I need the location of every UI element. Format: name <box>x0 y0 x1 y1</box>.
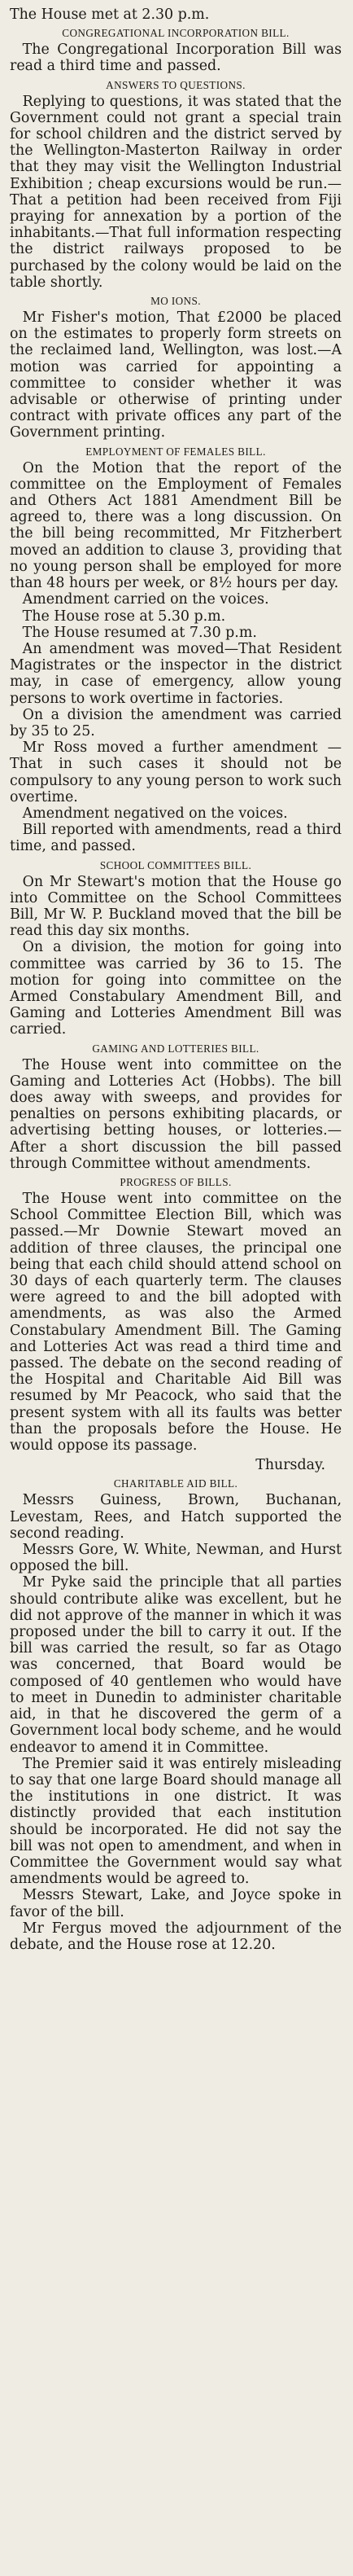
section-heading: CHARITABLE AID BILL. <box>113 1477 238 1490</box>
paragraph: On a division, the motion for going into committee was carried by 36 to 15. The motion for going into committee on the Armed Constabulary Amendment Bill, and Gaming and Lotteries Amendment Bill was carried. <box>10 939 342 1038</box>
paragraph: The Premier said it was entirely misleading to say that one large Board should manage all the institutions in one district. It was distinctly provided that each institution should be incorporated. He did not say the bill was not open to amendment, and when in Committee the Government would say what amendments would be agreed to. <box>10 1755 342 1888</box>
paragraph: On Mr Stewart's motion that the House go into Committee on the School Committees Bill, Mr W. P. Buckland moved that the bill be read this day six months. <box>10 873 342 940</box>
opening-line: The House met at 2.30 p.m. <box>10 7 210 23</box>
paragraph: Amendment carried on the voices. <box>22 591 269 608</box>
section-heading: ANSWERS TO QUESTIONS. <box>106 78 246 91</box>
paragraph: Replying to questions, it was stated that the Government could not grant a special train for school children and the district served by the Wellington-Masterton Railway in order that they may visit the Wellington Industrial Exhibition ; cheap excursions would be run.—That a petition had been received from Fiji praying for annexation by a portion of the inhabitants.—That full information respecting the district railways proposed to be purchased by the colony would be laid on the table shortly. <box>10 93 342 291</box>
paragraph: On the Motion that the report of the committee on the Employment of Females and Others Act 1881 Amendment Bill be agreed to, there was a long discussion. On the bill being recommitted, Mr Fitzherbert moved an addition to clause 3, providing that no young person shall be employed for more than 48 hours per week, or 8½ hours per day. <box>10 459 342 592</box>
paragraph: Messrs Guiness, Brown, Buchanan, Levestam, Rees, and Hatch supported the second reading. <box>10 1492 342 1542</box>
paragraph: Mr Pyke said the principle that all parties should contribute alike was excellent, but he did not approve of the manner in which it was proposed under the bill to carry it out. If the bill was carried the result, so far as Otago was concerned, that Board would be composed of 40 gentlemen who would have to meet in Dunedin to administer charitable aid, in that he discovered the germ of a Government local body scheme, and he would endeavor to amend it in Committee. <box>10 1574 342 1756</box>
paragraph: The House rose at 5.30 p.m. <box>22 608 226 625</box>
paragraph: Messrs Gore, W. White, Newman, and Hurst opposed the bill. <box>10 1542 342 1575</box>
section-heading: GAMING AND LOTTERIES BILL. <box>92 1042 259 1055</box>
paragraph: The House resumed at 7.30 p.m. <box>22 624 257 641</box>
section-heading: SCHOOL COMMITTEES BILL. <box>99 858 252 871</box>
paragraph: Amendment negatived on the voices. <box>22 805 288 822</box>
paragraph: The House went into committee on the Gaming and Lotteries Act (Hobbs). The bill does away with sweeps, and provides for penalties on persons exhibiting placards, or advertising betting houses, or lotteries.—After a short discussion the bill passed through Committee without amendments. <box>10 1056 342 1172</box>
section-heading: MO IONS. <box>150 295 201 308</box>
paragraph: Bill reported with amendments, read a third time, and passed. <box>10 822 342 855</box>
paragraph: The Congregational Incorporation Bill was read a third time and passed. <box>10 42 342 75</box>
paragraph: Messrs Stewart, Lake, and Joyce spoke in favor of the bill. <box>10 1887 342 1920</box>
paragraph: An amendment was moved—That Resident Magistrates or the inspector in the district may, in case of emergency, allow young persons to work overtime in factories. <box>10 640 342 707</box>
section-heading: EMPLOYMENT OF FEMALES BILL. <box>85 445 266 458</box>
paragraph: Mr Ross moved a further amendment —That in such cases it should not be compulsory to any young person to work such overtime. <box>10 739 342 805</box>
newspaper-column <box>10 7 342 1953</box>
dateline: Thursday. <box>255 1457 325 1474</box>
paragraph: Mr Fisher's motion, That £2000 be placed on the estimates to properly form streets on the reclaimed land, Wellington, was lost.—A motion was carried for appointing a committee to consider whether it was advisable or otherwise of printing under contract with private offices any part of the Government printing. <box>10 309 342 441</box>
paragraph: Mr Fergus moved the adjournment of the debate, and the House rose at 12.20. <box>10 1920 342 1953</box>
paragraph: The House went into committee on the School Committee Election Bill, which was passed.—Mr Downie Stewart moved an addition of three clauses, the principal one being that each child should attend school on 30 days of each quarterly term. The clauses were agreed to and the bill adopted with amendments, as was also the Armed Constabulary Amendment Bill. The Gaming and Lotteries Act was read a third time and passed. The debate on the second reading of the Hospital and Charitable Aid Bill was resumed by Mr Peacock, who said that the present system with all its faults was better than the proposals before the House. He would oppose its passage. <box>10 1191 342 1455</box>
section-heading: CONGREGATIONAL INCORPORATION BILL. <box>62 27 290 40</box>
section-heading: PROGRESS OF BILLS. <box>120 1176 232 1188</box>
paragraph: On a division the amendment was carried by 35 to 25. <box>10 706 342 739</box>
